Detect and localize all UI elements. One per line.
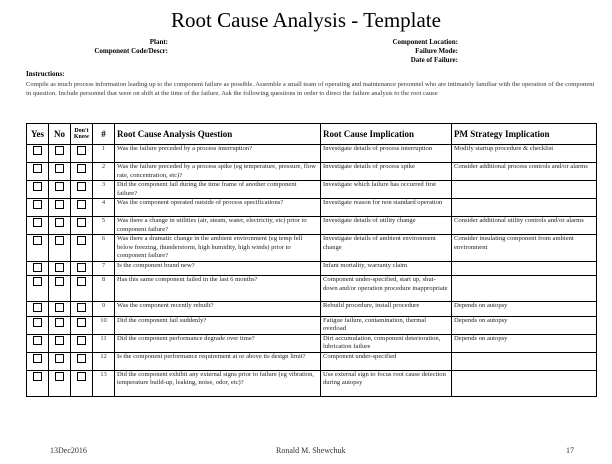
no-checkbox[interactable] [55, 182, 64, 191]
pm-strategy-cell: Depends on autopsy [452, 334, 597, 352]
yes-checkbox[interactable] [33, 182, 42, 191]
yes-checkbox[interactable] [33, 354, 42, 363]
dont-know-checkbox[interactable] [77, 277, 86, 286]
yes-checkbox[interactable] [33, 218, 42, 227]
dont-know-checkbox[interactable] [77, 182, 86, 191]
yes-checkbox[interactable] [33, 318, 42, 327]
row-number: 3 [93, 181, 115, 199]
yes-checkbox[interactable] [33, 303, 42, 312]
yes-checkbox[interactable] [33, 263, 42, 272]
implication-cell: Investigate reason for non standard operation [321, 199, 452, 217]
question-cell: Did the component fail during the time frame of another component failure? [115, 181, 321, 199]
pm-strategy-cell [452, 352, 597, 370]
question-cell: Did the component exhibit any external signs prior to failure (eg vibration, temperature build-up, leaking, noise, odor, etc)? [115, 370, 321, 396]
row-number: 9 [93, 302, 115, 317]
implication-cell: Investigate details of process spike [321, 163, 452, 181]
row-number: 4 [93, 199, 115, 217]
table-row [27, 181, 597, 199]
no-checkbox[interactable] [55, 164, 64, 173]
col-no: No [49, 124, 71, 145]
table-row [27, 334, 597, 352]
col-pm-strategy: PM Strategy Implication [452, 124, 597, 145]
yes-checkbox[interactable] [33, 200, 42, 209]
rca-table [26, 123, 597, 397]
component-code-label: Component Code/Descr: [94, 47, 168, 55]
question-cell: Was the component recently rebuilt? [115, 302, 321, 317]
pm-strategy-cell [452, 199, 597, 217]
question-cell: Was there a change in utilities (air, steam, water, electricity, etc) prior to component failure? [115, 217, 321, 235]
table-row [27, 261, 597, 276]
table-row [27, 199, 597, 217]
question-cell: Was there a dramatic change in the ambient environment (eg temp fell below freezing, thunderstorm, high humidity, high winds) prior to component failure? [115, 235, 321, 262]
table-row [27, 145, 597, 163]
yes-checkbox[interactable] [33, 164, 42, 173]
implication-cell: Infant mortality, warranty claim [321, 261, 452, 276]
footer-page-number: 17 [566, 446, 574, 455]
pm-strategy-cell: Depends on autopsy [452, 302, 597, 317]
footer-author: Ronald M. Shewchuk [276, 446, 346, 455]
no-checkbox[interactable] [55, 236, 64, 245]
no-checkbox[interactable] [55, 146, 64, 155]
row-number: 11 [93, 334, 115, 352]
implication-cell: Component under-specified [321, 352, 452, 370]
header-right-labels [340, 38, 458, 65]
dont-know-checkbox[interactable] [77, 263, 86, 272]
dont-know-checkbox[interactable] [77, 236, 86, 245]
table-row [27, 163, 597, 181]
yes-checkbox[interactable] [33, 372, 42, 381]
dont-know-checkbox[interactable] [77, 372, 86, 381]
yes-checkbox[interactable] [33, 277, 42, 286]
dont-know-checkbox[interactable] [77, 318, 86, 327]
no-checkbox[interactable] [55, 218, 64, 227]
footer-date: 13Dec2016 [50, 446, 87, 455]
question-cell: Did the component performance degrade over time? [115, 334, 321, 352]
table-row [27, 316, 597, 334]
pm-strategy-cell: Consider additional process controls and/or alarms [452, 163, 597, 181]
pm-strategy-cell: Consider insulating component from ambient environment [452, 235, 597, 262]
instructions-heading: Instructions: [26, 70, 65, 78]
row-number: 12 [93, 352, 115, 370]
col-implication: Root Cause Implication [321, 124, 452, 145]
no-checkbox[interactable] [55, 336, 64, 345]
dont-know-checkbox[interactable] [77, 336, 86, 345]
row-number: 10 [93, 316, 115, 334]
implication-cell: Investigate details of process interruption [321, 145, 452, 163]
implication-cell: Investigate details of ambient environment change [321, 235, 452, 262]
row-number: 2 [93, 163, 115, 181]
date-of-failure-label: Date of Failure: [410, 56, 458, 64]
pm-strategy-cell: Consider additional utility controls and/or alarms [452, 217, 597, 235]
table-row [27, 217, 597, 235]
pm-strategy-cell [452, 181, 597, 199]
dont-know-checkbox[interactable] [77, 146, 86, 155]
no-checkbox[interactable] [55, 372, 64, 381]
question-cell: Has this same component failed in the last 6 months? [115, 276, 321, 302]
implication-cell: Investigate which failure has occurred first [321, 181, 452, 199]
pm-strategy-cell [452, 370, 597, 396]
dont-know-checkbox[interactable] [77, 218, 86, 227]
table-header-row [27, 124, 597, 145]
implication-cell: Fatigue failure, contamination, thermal overload [321, 316, 452, 334]
row-number: 1 [93, 145, 115, 163]
question-cell: Did the component fail suddenly? [115, 316, 321, 334]
implication-cell: Rebuild procedure, install procedure [321, 302, 452, 317]
table-row [27, 235, 597, 262]
no-checkbox[interactable] [55, 263, 64, 272]
question-cell: Is the component performance requirement at or above its design limit? [115, 352, 321, 370]
pm-strategy-cell [452, 276, 597, 302]
dont-know-checkbox[interactable] [77, 303, 86, 312]
dont-know-checkbox[interactable] [77, 164, 86, 173]
instructions-text: Compile as much process information leading up to the component failure as possible. Assemble a small team of operating and maintenance personnel who are intimately familiar with the operation of the component in question. Include personnel that were on shift at the time of the failure. Ask the following questions in order to direct the failure analysis to the root cause [26, 81, 595, 97]
pm-strategy-cell [452, 261, 597, 276]
plant-label: Plant: [149, 38, 168, 46]
col-dont-know: Don't Know [71, 124, 93, 145]
row-number: 7 [93, 261, 115, 276]
row-number: 8 [93, 276, 115, 302]
row-number: 13 [93, 370, 115, 396]
dont-know-checkbox[interactable] [77, 200, 86, 209]
implication-cell: Dirt accumulation, component deterioration, lubrication failure [321, 334, 452, 352]
row-number: 6 [93, 235, 115, 262]
header-left-labels [18, 38, 168, 56]
col-question: Root Cause Analysis Question [115, 124, 321, 145]
implication-cell: Use external sign to focus root cause detection during autopsy [321, 370, 452, 396]
failure-mode-label: Failure Mode: [415, 47, 458, 55]
table-row [27, 370, 597, 396]
yes-checkbox[interactable] [33, 336, 42, 345]
question-cell: Was the failure preceded by a process spike (eg temperature, pressure, flow rate, concentration, etc)? [115, 163, 321, 181]
no-checkbox[interactable] [55, 277, 64, 286]
table-row [27, 302, 597, 317]
no-checkbox[interactable] [55, 318, 64, 327]
implication-cell: Investigate details of utility change [321, 217, 452, 235]
implication-cell: Component under-specified, start up, shut-down and/or operation procedure inappropriate [321, 276, 452, 302]
question-cell: Was the component operated outside of process specifications? [115, 199, 321, 217]
col-yes: Yes [27, 124, 49, 145]
pm-strategy-cell: Depends on autopsy [452, 316, 597, 334]
yes-checkbox[interactable] [33, 236, 42, 245]
yes-checkbox[interactable] [33, 146, 42, 155]
no-checkbox[interactable] [55, 200, 64, 209]
question-cell: Was the failure preceded by a process interruption? [115, 145, 321, 163]
row-number: 5 [93, 217, 115, 235]
dont-know-checkbox[interactable] [77, 354, 86, 363]
no-checkbox[interactable] [55, 303, 64, 312]
table-row [27, 276, 597, 302]
table-row [27, 352, 597, 370]
component-location-label: Component Location: [392, 38, 458, 46]
pm-strategy-cell: Modify startup procedure & checklist [452, 145, 597, 163]
page-title: Root Cause Analysis - Template [171, 8, 441, 32]
no-checkbox[interactable] [55, 354, 64, 363]
question-cell: Is the component brand new? [115, 261, 321, 276]
col-number: # [93, 124, 115, 145]
